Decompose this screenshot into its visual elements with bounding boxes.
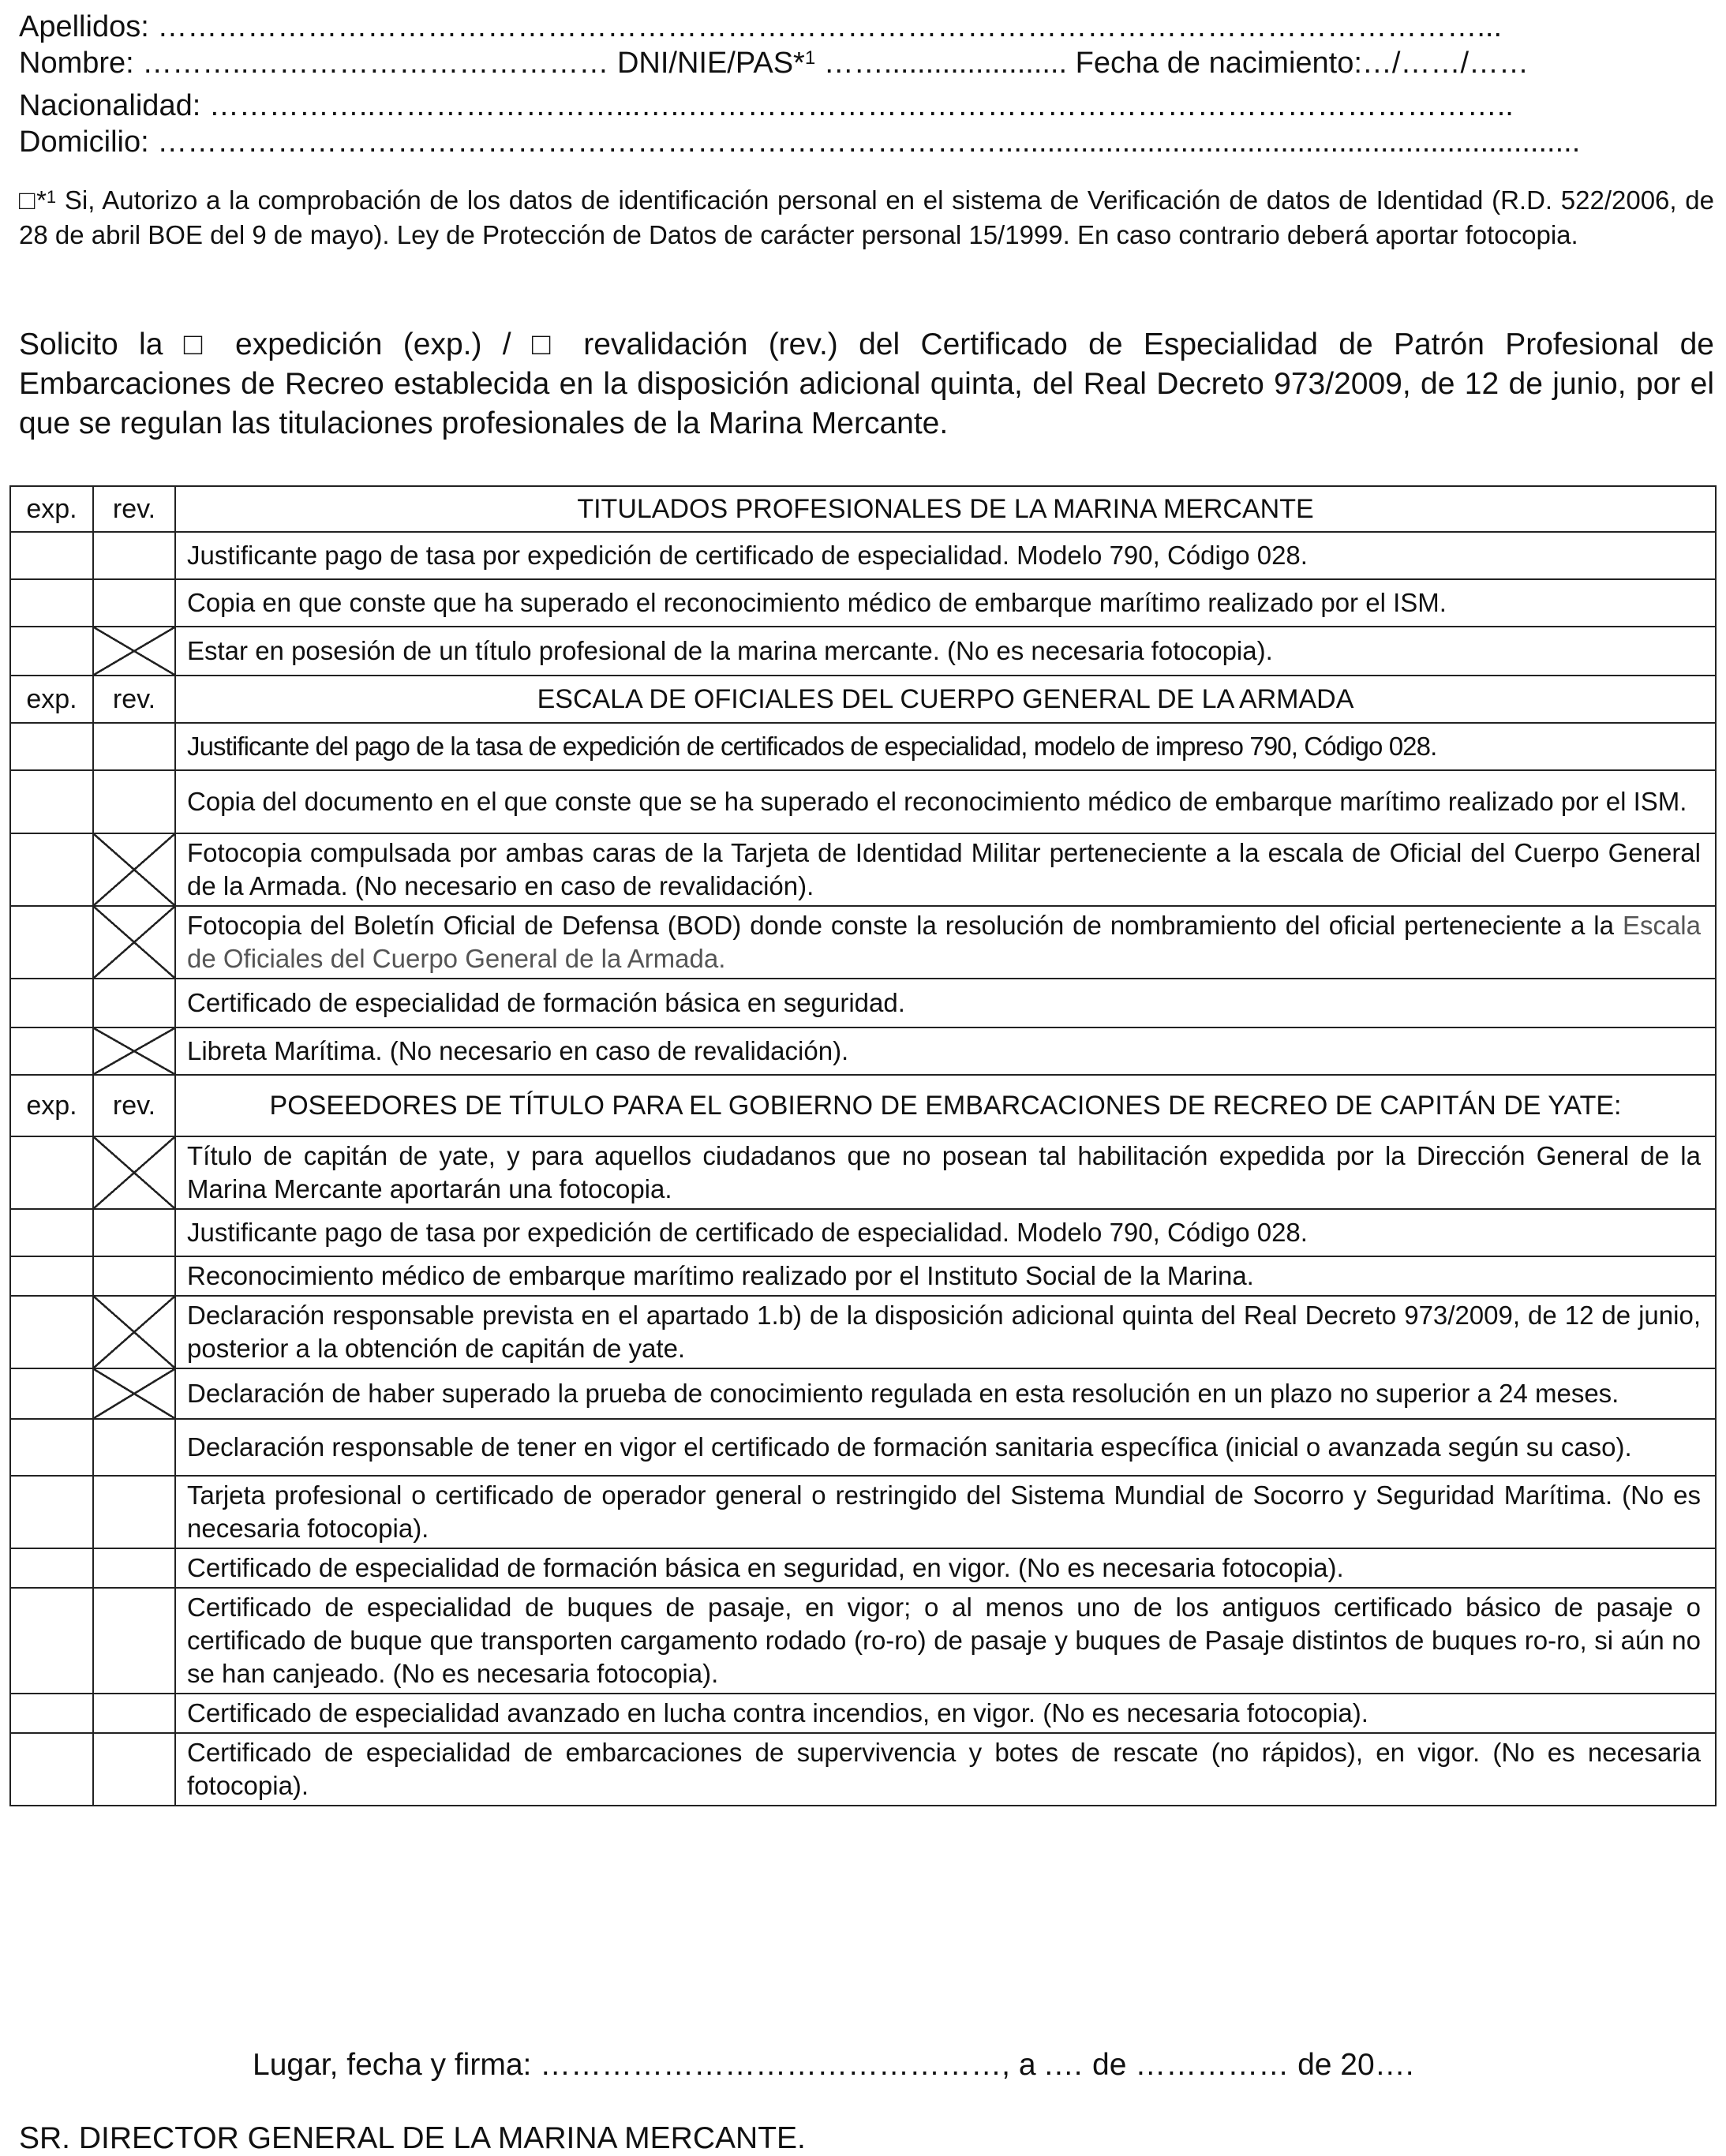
name-id-birthdate-line[interactable] [19,46,1529,80]
requirement-text [175,1694,1716,1733]
table-row [10,1694,1716,1733]
rev-checkbox-cell[interactable] [93,532,175,579]
rev-not-applicable-cell [93,833,175,906]
requirement-text [175,1209,1716,1256]
rev-checkbox-cell[interactable] [93,770,175,833]
exp-checkbox-cell[interactable] [10,579,93,627]
exp-checkbox-cell[interactable] [10,1548,93,1588]
request-paragraph: Solicito la □ expedición (exp.) / □ revalidación (rev.) del Certificado de Especialidad de Patrón Profesional de Embarcaciones de Recreo establecida en la disposición adicional quinta, del Real Decreto 973/2009, de 12 de junio, por el que se regulan las titulaciones profesionales de la Marina Mercante. [19,328,1714,440]
table-row [10,1419,1716,1476]
rev-checkbox-cell[interactable] [93,1588,175,1694]
requirement-text-main: Certificado de especialidad de buques de pasaje, en vigor; o al menos uno de los antiguos certificado básico de pasaje o certificado de buque que transporten cargamento rodado (ro-ro) de pasaje y buques de Pasaje distintos de buques ro-ro, si aún no se han canjeado. (No es necesaria fotocopia). [187,1593,1701,1688]
requirement-text-main: Tarjeta profesional o certificado de operador general o restringido del Sistema Mundial de Socorro y Seguridad Marítima. (No es necesaria fotocopia). [187,1480,1701,1543]
rev-checkbox-cell[interactable] [93,723,175,770]
rev-not-applicable-cell [93,1296,175,1368]
exp-checkbox-cell[interactable] [10,1419,93,1476]
table-row [10,1733,1716,1806]
requirement-text-main: Libreta Marítima. (No necesario en caso de revalidación). [187,1036,849,1065]
rev-not-applicable-cell [93,1368,175,1419]
requirement-text [175,770,1716,833]
exp-checkbox-cell[interactable] [10,1733,93,1806]
rev-checkbox-cell[interactable] [93,1256,175,1296]
requirement-text-main: Certificado de especialidad de formación básica en seguridad, en vigor. (No es necesaria fotocopia). [187,1553,1344,1582]
rev-checkbox-cell[interactable] [93,979,175,1027]
col-rev-header: rev. [93,676,175,723]
col-exp-header: exp. [10,676,93,723]
exp-checkbox-cell[interactable] [10,1694,93,1733]
rev-not-applicable-cell [93,1136,175,1209]
birthdate-label: ……...................... Fecha de nacimiento:…/……/…… [815,47,1529,80]
exp-checkbox-cell[interactable] [10,906,93,979]
table-row [10,1136,1716,1209]
requirement-text [175,532,1716,579]
requirement-text [175,579,1716,627]
requirement-text-main: Declaración responsable prevista en el apartado 1.b) de la disposición adicional quinta del Real Decreto 973/2009, de 12 de junio, posterior a la obtención de capitán de yate. [187,1301,1701,1363]
exp-checkbox-cell[interactable] [10,1368,93,1419]
requirement-text-main: Certificado de especialidad de embarcaciones de supervivencia y botes de rescate (no rápidos), en vigor. (No es necesaria fotocopia). [187,1738,1701,1800]
table-row [10,723,1716,770]
table-row [10,1209,1716,1256]
section-header [10,1075,1716,1136]
requirement-text [175,1733,1716,1806]
requirement-text [175,906,1716,979]
requirement-text [175,1419,1716,1476]
table-row [10,1588,1716,1694]
exp-checkbox-cell[interactable] [10,770,93,833]
table-row [10,579,1716,627]
requirement-text [175,723,1716,770]
requirement-text-main: Certificado de especialidad avanzado en lucha contra incendios, en vigor. (No es necesaria fotocopia). [187,1698,1368,1727]
rev-checkbox-cell[interactable] [93,1209,175,1256]
rev-checkbox-cell[interactable] [93,1476,175,1548]
footnote-marker: 1 [46,187,57,207]
requirement-text [175,833,1716,906]
exp-checkbox-cell[interactable] [10,532,93,579]
table-row [10,532,1716,579]
requirement-text [175,1476,1716,1548]
requirement-text [175,1368,1716,1419]
section-title: POSEEDORES DE TÍTULO PARA EL GOBIERNO DE EMBARCACIONES DE RECREO DE CAPITÁN DE YATE: [175,1075,1716,1136]
requirement-text-main: Copia del documento en el que conste que se ha superado el reconocimiento médico de embarque marítimo realizado por el ISM. [187,787,1687,816]
requirement-text-main: Declaración responsable de tener en vigor el certificado de formación sanitaria específica (inicial o avanzada según su caso). [187,1432,1632,1462]
exp-checkbox-cell[interactable] [10,1476,93,1548]
table-row [10,627,1716,676]
requirement-text-main: Fotocopia compulsada por ambas caras de la Tarjeta de Identidad Militar perteneciente a la escala de Oficial del Cuerpo General de la Armada. (No necesario en caso de revalidación). [187,838,1701,900]
requirement-text [175,1548,1716,1588]
exp-checkbox-cell[interactable] [10,723,93,770]
address-field[interactable]: Domicilio: …………………………………………………………………………...................................................................... [19,125,1581,159]
exp-checkbox-cell[interactable] [10,1588,93,1694]
col-exp-header: exp. [10,486,93,532]
exp-checkbox-cell[interactable] [10,627,93,676]
nationality-field[interactable]: Nacionalidad: ……………..……………………...…..……………………………………………………………………….. [19,89,1514,122]
table-row [10,1476,1716,1548]
exp-checkbox-cell[interactable] [10,833,93,906]
exp-checkbox-cell[interactable] [10,979,93,1027]
requirement-text-main: Justificante pago de tasa por expedición de certificado de especialidad. Modelo 790, Código 028. [187,1218,1308,1247]
rev-checkbox-cell[interactable] [93,579,175,627]
requirement-text [175,1256,1716,1296]
table-row [10,770,1716,833]
requirement-text [175,627,1716,676]
rev-checkbox-cell[interactable] [93,1419,175,1476]
table-row [10,906,1716,979]
requirement-text [175,1588,1716,1694]
table-row [10,1548,1716,1588]
addressee: SR. DIRECTOR GENERAL DE LA MARINA MERCANTE. [19,2121,806,2155]
requirement-text [175,1027,1716,1075]
rev-checkbox-cell[interactable] [93,1733,175,1806]
requirement-text [175,1136,1716,1209]
exp-checkbox-cell[interactable] [10,1296,93,1368]
requirement-text [175,979,1716,1027]
exp-checkbox-cell[interactable] [10,1209,93,1256]
surname-field[interactable]: Apellidos: ……………………………………………………………………………………………………………………... [19,10,1502,43]
requirement-text-main: Fotocopia del Boletín Oficial de Defensa (BOD) donde conste la resolución de nombramiento del oficial perteneciente a la [187,911,1623,940]
consent-text: Si, Autorizo a la comprobación de los datos de identificación personal en el sistema de Verificación de datos de Identidad (R.D. 522/2006, de 28 de abril BOE del 9 de mayo). Ley de Protección de Datos de carácter personal 15/1999. En caso contrario deberá aportar fotocopia. [19,185,1714,249]
requirement-text-main: Justificante pago de tasa por expedición de certificado de especialidad. Modelo 790, Código 028. [187,541,1308,570]
table-row [10,979,1716,1027]
requirement-text [175,1296,1716,1368]
col-rev-header: rev. [93,1075,175,1136]
consent-checkbox[interactable]: □ [19,185,37,215]
section-title: TITULADOS PROFESIONALES DE LA MARINA MERCANTE [175,486,1716,532]
table-row [10,1027,1716,1075]
table-row [10,833,1716,906]
col-rev-header: rev. [93,486,175,532]
rev-checkbox-cell[interactable] [93,1694,175,1733]
rev-checkbox-cell[interactable] [93,1548,175,1588]
identity-verification-consent: □*$^1$ Si, Autorizo a la comprobación de los datos de identificación personal en el sistema de Verificación de datos de Identidad (R.D. 522/2006, de 28 de abril BOE del 9 de mayo). Ley de Protección de Datos de carácter personal 15/1999. En caso contrario deberá aportar fotocopia. [19,185,1714,249]
section-title: ESCALA DE OFICIALES DEL CUERPO GENERAL DE LA ARMADA [175,676,1716,723]
requirement-text-highlight: Escala de Oficiales del Cuerpo General de la Armada. [187,911,1701,973]
name-label: Nombre: ………..……………………………… DNI/NIE/PAS* [19,47,805,80]
requirement-text-main: Justificante del pago de la tasa de expedición de certificados de especialidad, modelo de impreso 790, Código 028. [187,732,1437,761]
requirement-text-main: Certificado de especialidad de formación básica en seguridad. [187,988,905,1017]
requirements-table [9,485,1717,1806]
requirement-text-main: Declaración de haber superado la prueba de conocimiento regulada en esta resolución en un plazo no superior a 24 meses. [187,1379,1619,1408]
section-header [10,486,1716,532]
rev-not-applicable-cell [93,906,175,979]
exp-checkbox-cell[interactable] [10,1027,93,1075]
col-exp-header: exp. [10,1075,93,1136]
place-date-signature-line[interactable]: Lugar, fecha y firma: ………………………………………, a .… de …………… de 20…. [253,2048,1414,2082]
rev-not-applicable-cell [93,1027,175,1075]
requirement-text-main: Reconocimiento médico de embarque marítimo realizado por el Instituto Social de la Marina. [187,1261,1254,1290]
table-row [10,1296,1716,1368]
requirement-text-main: Copia en que conste que ha superado el reconocimiento médico de embarque marítimo realizado por el ISM. [187,588,1447,617]
table-row [10,1368,1716,1419]
rev-not-applicable-cell [93,627,175,676]
requirement-text-main: Título de capitán de yate, y para aquellos ciudadanos que no posean tal habilitación expedida por la Dirección General de la Marina Mercante aportarán una fotocopia. [187,1141,1701,1203]
footnote-marker: 1 [804,47,816,69]
section-header [10,676,1716,723]
requirement-text-main: Estar en posesión de un título profesional de la marina mercante. (No es necesaria fotocopia). [187,636,1273,665]
exp-checkbox-cell[interactable] [10,1256,93,1296]
exp-checkbox-cell[interactable] [10,1136,93,1209]
table-row [10,1256,1716,1296]
